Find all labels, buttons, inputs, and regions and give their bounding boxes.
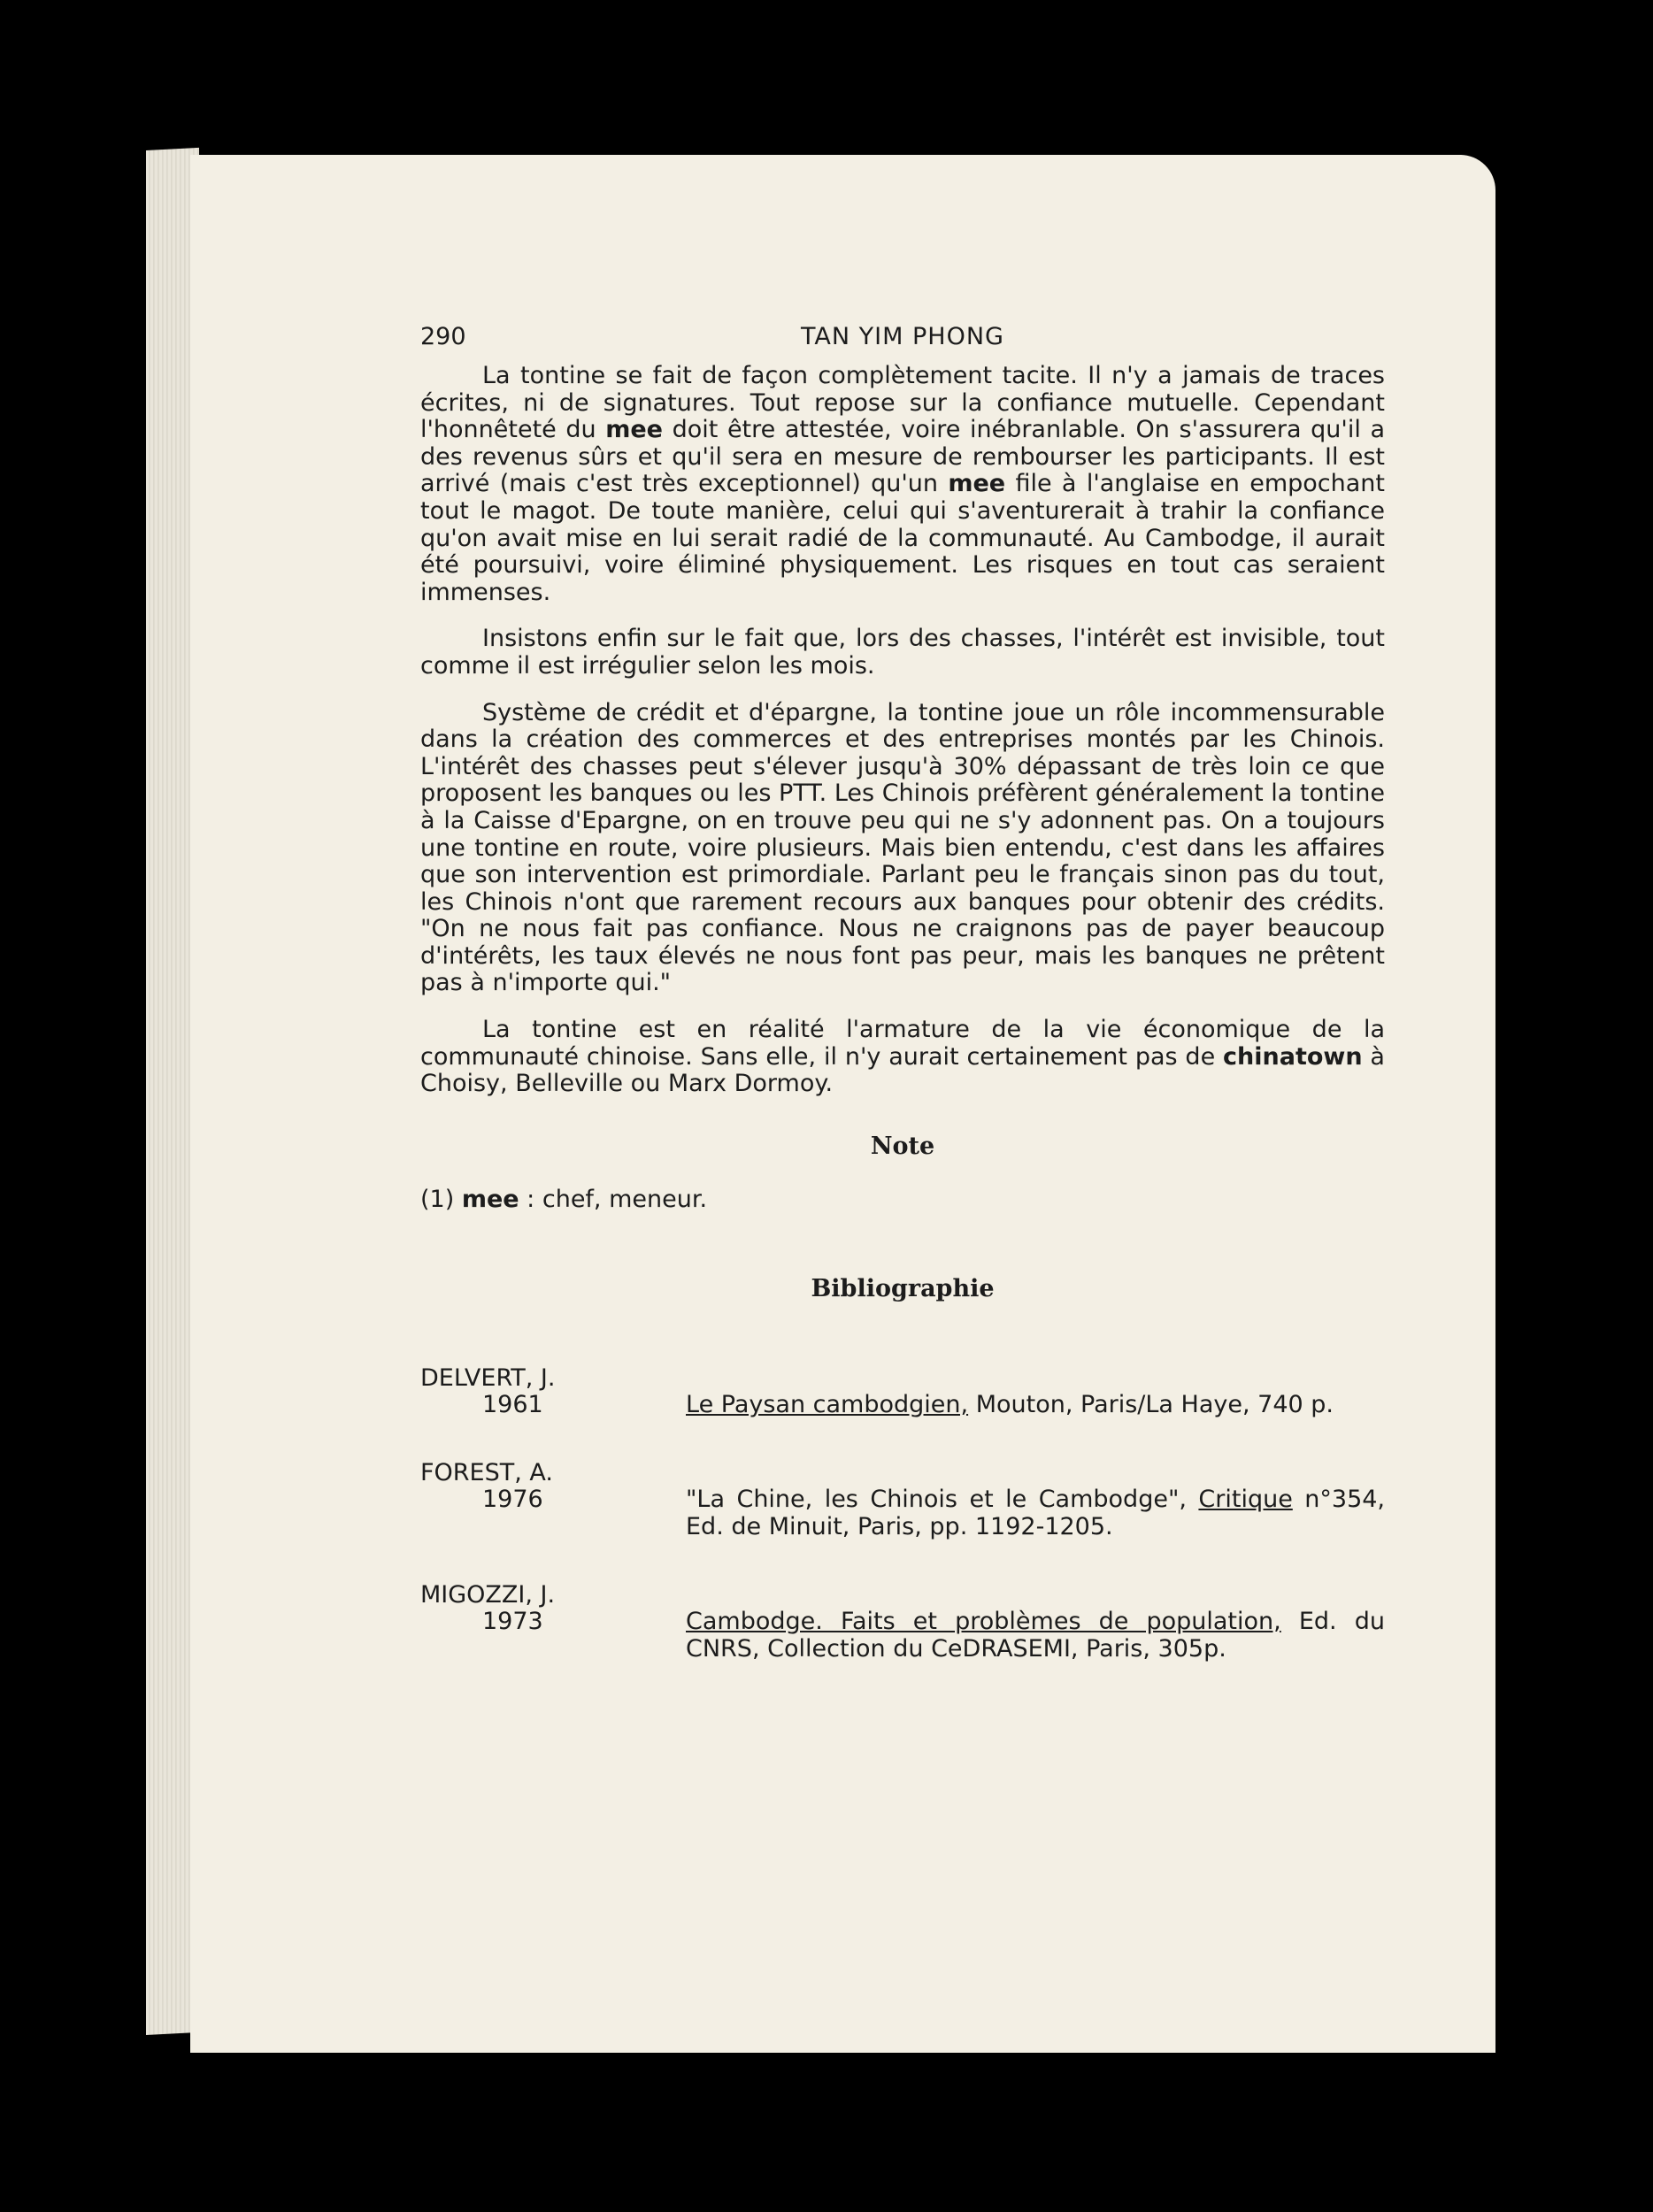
bib-reference — [686, 1609, 1385, 1663]
note-number: (1) — [420, 1186, 462, 1214]
bib-title: Critique — [1198, 1486, 1293, 1514]
note-term: mee — [461, 1186, 519, 1214]
bibliography-heading: Bibliographie — [811, 1275, 995, 1303]
paragraph-2 — [420, 626, 1385, 680]
term-mee: mee — [605, 416, 663, 444]
page-header — [420, 319, 1385, 354]
bib-year: 1973 — [482, 1608, 543, 1636]
paragraph-text: doit être attestée, voire inébranlable. On s'assurera qu'il a des revenus sûrs et qu'il sera en mesure de rembourser les participants. Il est arrivé (mais c'est très exceptionnel) qu'un — [420, 416, 1385, 498]
paragraph-text: Système de crédit et d'épargne, la tontine joue un rôle incommensurable dans la création des commerces et des entreprises montés par les Chinois. L'intérêt des chasses peut s'élever jusqu'à 30% dépassant de très loin ce que proposent les banques ou les PTT. Les Chinois préfèrent généralement la tontine à la Caisse d'Epargne, on en trouve peu qui ne s'y adonnent pas. On a toujours une tontine en route, voire plusieurs. Mais bien entendu, c'est dans les affaires que son intervention est primordiale. Parlant peu le français sinon pas du tout, les Chinois n'ont que rarement recours aux banques pour obtenir des crédits. "On ne nous fait pas confiance. Nous ne craignons pas de payer beaucoup d'intérêts, les taux élevés ne nous font pas peur, mais les banques ne prêtent pas à n'importe qui." — [420, 698, 1385, 997]
bib-row — [420, 1609, 1385, 1663]
bib-entry-migozzi — [420, 1582, 1385, 1663]
bib-article-title: "La Chine, les Chinois et le Cambodge", — [686, 1486, 1199, 1514]
bib-details: n°354, Ed. de Minuit, Paris, pp. 1192-1205. — [686, 1486, 1386, 1540]
bib-entry-delvert — [420, 1365, 1385, 1419]
term-chinatown: chinatown — [1223, 1042, 1363, 1071]
bib-reference — [686, 1486, 1385, 1540]
page-number: 290 — [420, 323, 466, 350]
bib-author: FOREST, A. — [420, 1458, 553, 1486]
paragraph-text: à Choisy, Belleville ou Marx Dormoy. — [420, 1042, 1385, 1098]
paragraph-text: La tontine se fait de façon complètement tacite. Il n'y a jamais de traces écrites, ni de signatures. Tout repose sur la confiance mutuelle. Cependant l'honnêteté du — [420, 362, 1385, 444]
paragraph-4 — [420, 1017, 1385, 1098]
paragraph-1 — [420, 363, 1385, 606]
bib-author: DELVERT, J. — [420, 1363, 556, 1392]
running-head: TAN YIM PHONG — [801, 323, 1004, 350]
paragraph-text: file à l'anglaise en empochant tout le magot. De toute manière, celui qui s'aventurerait à trahir la confiance qu'on avait mise en lui serait radié de la communauté. Au Cambodge, il aurait été poursuivi, voire éliminé physiquement. Les risques en tout cas seraient immenses. — [420, 470, 1385, 606]
bib-details: Ed. du CNRS, Collection du CeDRASEMI, Paris, 305p. — [686, 1608, 1386, 1663]
bib-entry-forest — [420, 1460, 1385, 1541]
note-definition: : chef, meneur. — [519, 1186, 708, 1214]
paragraph-text: La tontine est en réalité l'armature de la vie économique de la communauté chinoise. Sans elle, il n'y aurait certainement pas de — [420, 1016, 1385, 1071]
paragraph-3 — [420, 700, 1385, 998]
bib-row — [420, 1392, 1385, 1419]
note-entry — [420, 1187, 1385, 1214]
bib-title: Le Paysan cambodgien, — [686, 1391, 969, 1419]
bib-details: Mouton, Paris/La Haye, 740 p. — [968, 1391, 1334, 1419]
note-heading: Note — [870, 1132, 935, 1160]
bib-row — [420, 1486, 1385, 1540]
paragraph-text: Insistons enfin sur le fait que, lors des chasses, l'intérêt est invisible, tout comme il est irrégulier selon les mois. — [420, 625, 1385, 680]
page-text-block — [420, 319, 1385, 1703]
bib-author: MIGOZZI, J. — [420, 1580, 556, 1609]
bib-title: Cambodge. Faits et problèmes de population, — [686, 1608, 1281, 1636]
bib-reference — [686, 1392, 1385, 1419]
bib-year: 1961 — [482, 1391, 543, 1419]
term-mee: mee — [948, 470, 1006, 498]
bib-year: 1976 — [482, 1486, 543, 1514]
